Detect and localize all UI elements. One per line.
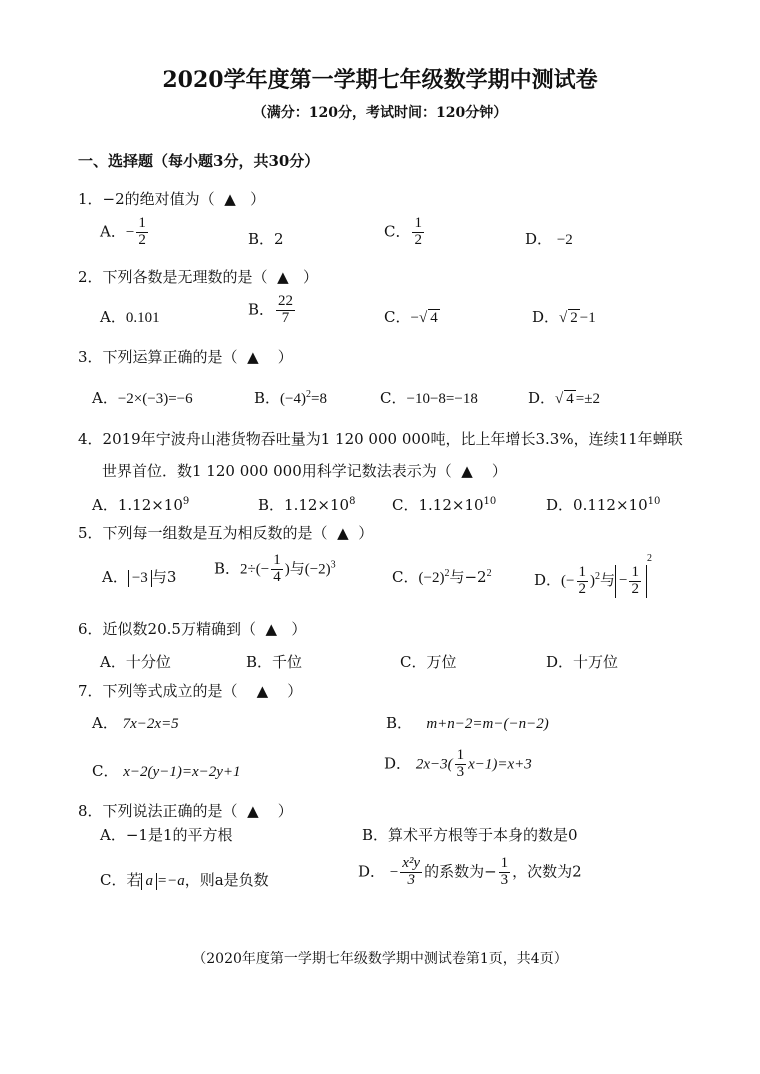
question-4: 4．2019年宁波舟山港货物吞吐量为1 120 000 000吨，比上年增长3.3%，连续11年蝉联 [78, 430, 683, 448]
q3-option-d: D．√ 4 =±2 [528, 389, 600, 407]
q4-option-b: B．$1.12\times 10^8$ [258, 496, 356, 514]
question-5: 5．下列每一组数是互为相反数的是（ ▲ ） [78, 524, 374, 542]
q8-option-b: B．算术平方根等于本身的数是0 [362, 826, 578, 844]
page-footer: （2020年度第一学期七年级数学期中测试卷第1页，共4页） [192, 951, 568, 967]
section-heading: 一、选择题（每小题3分，共30分） [78, 152, 320, 170]
q7-option-d: D． 2x−3( $\frac{1}{3}$ x−1)=x+3 [384, 747, 532, 780]
q6-option-d: D．十万位 [546, 653, 619, 671]
page-title: 2020学年度第一学期七年级数学期中测试卷 [162, 67, 598, 93]
q1-option-a: A．− $\frac{1}{2}$ [100, 215, 146, 248]
q1-option-b: B．2 [248, 230, 284, 248]
q4-option-d: D．$0.112\times 10^{10}$ [546, 496, 661, 514]
q8-option-d: D． − $\frac{\text{x²y}}{3}$ 的系数为− $\frac{1}{3}$ ，次数为2 [358, 855, 582, 888]
q2-option-b: B． $\frac{22}{7}$ [248, 293, 294, 326]
q1-option-c: C． $\frac{1}{2}$ [384, 215, 422, 248]
question-7: 7．下列等式成立的是（ ▲ ） [78, 682, 303, 700]
question-3: 3．下列运算正确的是（ ▲ ） [78, 348, 293, 366]
q6-option-c: C．万位 [400, 653, 457, 671]
question-8: 8．下列说法正确的是（ ▲ ） [78, 802, 293, 820]
question-2: 2．下列各数是无理数的是（ ▲ ） [78, 268, 318, 286]
q6-option-a: A．十分位 [100, 653, 171, 671]
q7-option-c: C． x−2(y−1)=x−2y+1 [92, 762, 241, 780]
q3-option-b: B．$(-4)^2=8$ [254, 389, 327, 407]
q6-option-b: B．千位 [246, 653, 303, 671]
question-4-line2: 世界首位．数1 120 000 000用科学记数法表示为（ ▲ ） [102, 462, 507, 480]
q7-option-a: A． 7x−2x=5 [92, 714, 179, 732]
q2-option-c: C．−√ 4 [384, 308, 438, 326]
q5-option-b: B．2÷(− $\frac{1}{4}$ )与$(-2)^3$ [214, 552, 336, 585]
q5-option-a: A． −3 与3 [102, 568, 177, 586]
q8-option-c: C．若 a =−a，则a是负数 [100, 871, 269, 889]
q4-option-c: C．$1.12\times 10^{10}$ [392, 496, 497, 514]
blank-marker: ▲ [224, 190, 236, 208]
q3-option-c: C．−10−8=−18 [380, 389, 478, 407]
q5-option-c: C．$(-2)^2$与$-2^2$ [392, 568, 492, 586]
q3-option-a: A．−2×(−3)=−6 [92, 389, 193, 407]
question-1: 1．−2的绝对值为（ ▲ ） [78, 190, 266, 208]
q5-option-d: D．(− $\frac{1}{2}$ )$^2$与 − $\frac{1}{2}$ $^2$ [534, 553, 652, 598]
q8-option-a: A．−1是1的平方根 [100, 826, 233, 844]
q2-option-a: A．0.101 [100, 308, 160, 326]
q1-option-d: D． −2 [525, 230, 573, 248]
question-6: 6．近似数20.5万精确到（ ▲ ） [78, 620, 307, 638]
q7-option-b: B． m+n−2=m−(−n−2) [386, 714, 549, 732]
page-subtitle: （满分：120分，考试时间：120分钟） [252, 105, 508, 121]
q4-option-a: A．$1.12\times 10^9$ [92, 496, 190, 514]
q2-option-d: D．√ 2 −1 [532, 308, 596, 326]
